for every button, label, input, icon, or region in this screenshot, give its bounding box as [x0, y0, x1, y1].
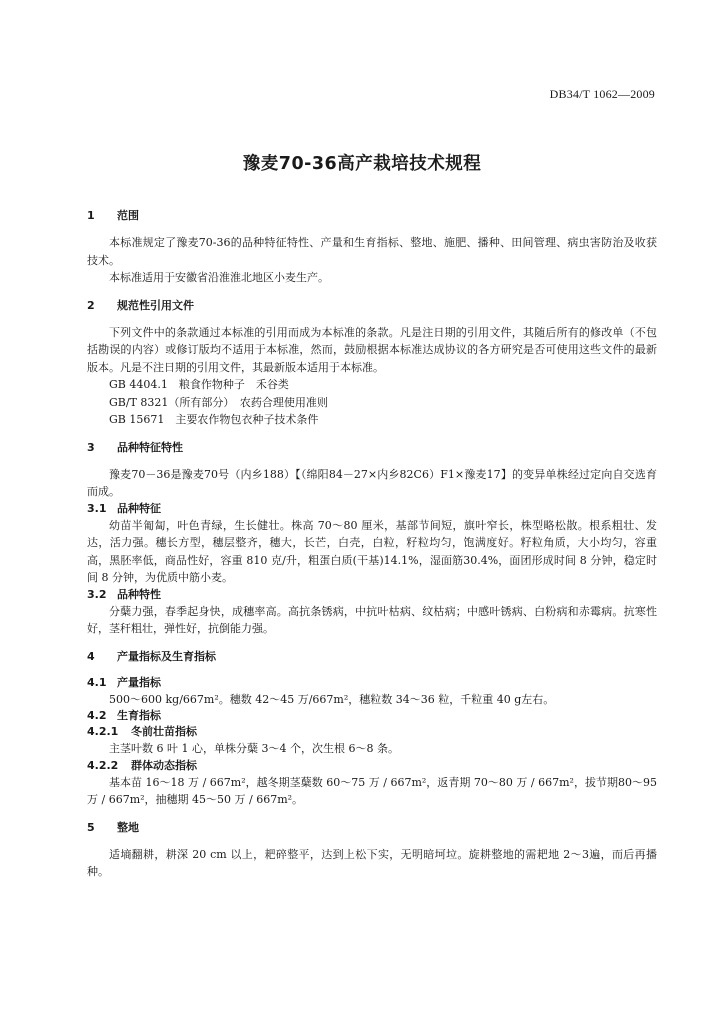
section-1-heading	[87, 208, 657, 224]
subsection-4-2-1-heading	[87, 724, 657, 740]
section-number: 3	[87, 440, 95, 454]
paragraph: 基本苗 16～18 万 / 667m²，越冬期茎蘖数 60～75 万 / 667m²，返青期 70～80 万 / 667m²，拔节期80～95 万 / 667m²，抽穗期 45～50 万 / 667m²。	[87, 775, 657, 806]
subsection-number: 4.2	[87, 709, 107, 722]
subsection-number: 4.2.2	[87, 758, 119, 772]
section-title: 整地	[117, 820, 139, 834]
subsection-title: 产量指标	[117, 675, 161, 689]
section-title: 产量指标及生育指标	[117, 649, 216, 663]
section-number: 5	[87, 820, 95, 834]
section-number: 1	[87, 209, 95, 222]
paragraph: 分蘖力强，春季起身快，成穗率高。高抗条锈病，中抗叶枯病、纹枯病；中感叶锈病、白粉病和赤霉病。抗寒性好，茎秆粗壮，弹性好，抗倒能力强。	[87, 604, 657, 635]
reference-item: GB 15671 主要农作物包衣种子技术条件	[109, 413, 319, 426]
section-title: 范围	[117, 209, 139, 222]
standard-code: DB34/T 1062—2009	[549, 87, 655, 101]
subsection-3-2-heading	[87, 587, 657, 603]
section-title: 规范性引用文件	[117, 298, 194, 312]
paragraph: 豫麦70－36是豫麦70号（内乡188）【（绵阳84－27×内乡82C6）F1×豫麦17】的变异单株经过定向自交选育而成。	[87, 467, 657, 498]
subsection-number: 3.1	[87, 501, 107, 515]
subsection-4-2-2-heading	[87, 758, 657, 774]
section-3-heading	[87, 440, 657, 456]
subsection-number: 4.2.1	[87, 725, 119, 738]
paragraph: 下列文件中的条款通过本标准的引用而成为本标准的条款。凡是注日期的引用文件，其随后所有的修改单（不包括勘误的内容）或修订版均不适用于本标准，然而，鼓励根据本标准达成协议的各方研究是否可使用这些文件的最新版本。凡是不注日期的引用文件，其最新版本适用于本标准。	[87, 325, 657, 374]
section-2-heading	[87, 298, 657, 314]
subsection-title: 生育指标	[117, 709, 161, 722]
document-title: 豫麦70-36高产栽培技术规程	[242, 154, 482, 174]
section-4-heading	[87, 649, 657, 665]
subsection-title: 品种特性	[117, 587, 161, 601]
paragraph: 本标准适用于安徽省沿淮淮北地区小麦生产。	[109, 271, 329, 284]
subsection-title: 品种特征	[117, 501, 161, 515]
paragraph: 幼苗半匍匐，叶色青绿，生长健壮。株高 70～80 厘米，基部节间短，旗叶窄长，株型略松散。根系粗壮、发达，活力强。穗长方型，穗层整齐，穗大，长芒，白壳，白粒，籽粒均匀，饱满度好。籽粒角质，大小均匀，容重高，黑胚率低，商品性好，容重 810 克/升，粗蛋白质(干基)14.1%，湿面筋30.4%，面团形成时间 8 分钟，稳定时间 8 分钟，为优质中筋小麦。	[87, 518, 657, 584]
subsection-title: 群体动态指标	[131, 758, 197, 772]
paragraph: 500～600 kg/667m²。穗数 42～45 万/667m²，穗粒数 34～36 粒，千粒重 40 g左右。	[109, 692, 555, 706]
reference-item: GB/T 8321（所有部分） 农药合理使用准则	[109, 395, 328, 409]
section-number: 2	[87, 298, 95, 312]
paragraph: 适墒翻耕，耕深 20 cm 以上，耙碎整平，达到上松下实，无明暗坷垃。旋耕整地的需耙地 2～3遍，而后再播种。	[87, 847, 657, 878]
subsection-number: 4.1	[87, 675, 107, 689]
section-title: 品种特征特性	[117, 440, 183, 454]
subsection-4-2-heading	[87, 708, 657, 724]
subsection-3-1-heading	[87, 501, 657, 517]
section-number: 4	[87, 649, 95, 663]
paragraph: 主茎叶数 6 叶 1 心，单株分蘖 3～4 个，次生根 6～8 条。	[109, 742, 399, 755]
section-5-heading	[87, 820, 657, 836]
subsection-number: 3.2	[87, 587, 107, 601]
subsection-title: 冬前壮苗指标	[131, 725, 197, 738]
subsection-4-1-heading	[87, 675, 657, 691]
document-body	[87, 208, 657, 881]
paragraph: 本标准规定了豫麦70-36的品种特征特性、产量和生育指标、整地、施肥、播种、田间管理、病虫害防治及收获技术。	[87, 236, 657, 267]
reference-item: GB 4404.1 粮食作物种子 禾谷类	[109, 378, 289, 391]
